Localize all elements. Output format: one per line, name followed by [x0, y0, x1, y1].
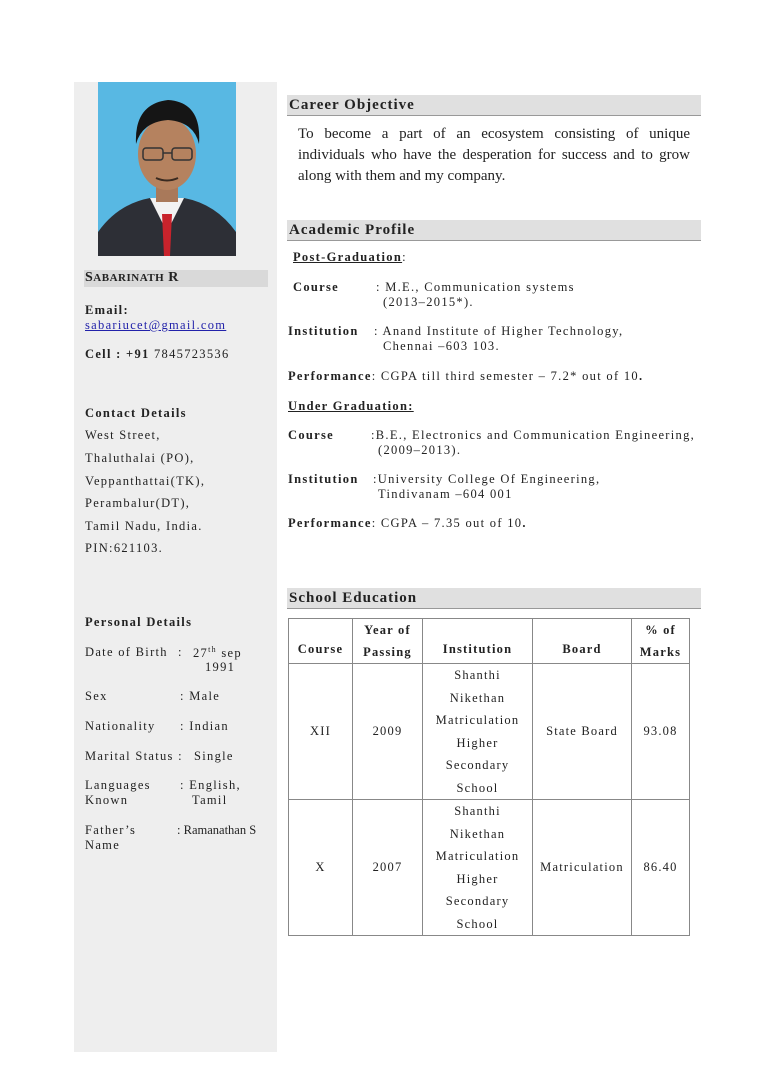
header-board: Board — [533, 619, 632, 664]
languages-value: : English, — [180, 778, 241, 792]
address-line: Veppanthattai(TK), — [85, 474, 206, 488]
nationality-value: : Indian — [180, 719, 229, 733]
address-line: Thaluthalai (PO), — [85, 451, 195, 465]
school-education-heading: School Education — [287, 588, 701, 609]
ug-performance: Performance: CGPA – 7.35 out of 10. — [288, 516, 527, 530]
row-course: X — [289, 800, 353, 936]
ug-course-label: Course — [288, 428, 334, 442]
nationality-label: Nationality — [85, 719, 156, 733]
row-year: 2007 — [353, 800, 423, 936]
row-marks: 93.08 — [632, 664, 690, 800]
table-header-row — [289, 619, 690, 664]
dob-year: 1991 — [205, 660, 236, 674]
pg-performance: Performance: CGPA till third semester – 7.2* out of 10. — [288, 369, 644, 383]
languages-label-2: Known — [85, 793, 129, 807]
profile-photo — [98, 82, 236, 256]
pg-course-label: Course — [293, 280, 339, 294]
sex-value: : Male — [180, 689, 221, 703]
address-line: PIN:621103. — [85, 541, 164, 555]
ug-heading: Under Graduation: — [288, 399, 414, 413]
personal-heading: Personal Details — [85, 615, 193, 629]
row-institution: Shanthi Nikethan Matriculation Higher Secondary School — [423, 800, 533, 936]
ug-institution-city: Tindivanam –604 001 — [378, 487, 513, 501]
pg-course-years: (2013–2015*). — [383, 295, 474, 309]
dob-label: Date of Birth — [85, 645, 168, 659]
header-course: Course — [289, 619, 353, 664]
dob-value: 27th sep — [193, 645, 242, 661]
ug-course-years: (2009–2013). — [378, 443, 462, 457]
person-portrait-icon — [98, 82, 236, 256]
marital-value: Single — [194, 749, 234, 763]
ug-institution-value: :University College Of Engineering, — [373, 472, 601, 486]
contact-heading: Contact Details — [85, 406, 187, 420]
marital-label: Marital Status : — [85, 749, 183, 763]
school-table — [288, 618, 690, 936]
table-row — [289, 800, 690, 936]
ug-institution-label: Institution — [288, 472, 359, 486]
academic-profile-heading: Academic Profile — [287, 220, 701, 241]
address-line: Perambalur(DT), — [85, 496, 191, 510]
address-line: Tamil Nadu, India. — [85, 519, 203, 533]
pg-heading: Post-Graduation: — [293, 250, 407, 264]
address-line: West Street, — [85, 428, 161, 442]
dob-colon: : — [178, 645, 183, 659]
candidate-name: SABARINATH R — [85, 270, 179, 285]
row-marks: 86.40 — [632, 800, 690, 936]
row-board: Matriculation — [533, 800, 632, 936]
father-label: Father’s — [85, 823, 137, 837]
sex-label: Sex — [85, 689, 108, 703]
cell-line: Cell : +91 7845723536 — [85, 347, 230, 361]
email-link[interactable]: sabariucet@gmail.com — [85, 318, 227, 332]
header-marks: % of Marks — [632, 619, 690, 664]
father-value: : Ramanathan S — [177, 823, 257, 837]
pg-institution-label: Institution — [288, 324, 359, 338]
header-year: Year of Passing — [353, 619, 423, 664]
row-year: 2009 — [353, 664, 423, 800]
career-objective-text: To become a part of an ecosystem consisting of unique individuals who have the desperation for success and to grow along with them and my company. — [298, 126, 690, 184]
ug-course-value: :B.E., Electronics and Communication Engineering, — [371, 428, 696, 442]
email-label: Email: — [85, 303, 129, 317]
row-course: XII — [289, 664, 353, 800]
career-objective-heading: Career Objective — [287, 95, 701, 116]
pg-institution-value: : Anand Institute of Higher Technology, — [374, 324, 624, 338]
pg-course-value: : M.E., Communication systems — [376, 280, 575, 294]
father-label-2: Name — [85, 838, 121, 852]
languages-label: Languages — [85, 778, 151, 792]
pg-institution-city: Chennai –603 103. — [383, 339, 500, 353]
languages-value-2: Tamil — [192, 793, 228, 807]
table-row — [289, 664, 690, 800]
header-institution: Institution — [423, 619, 533, 664]
row-institution: Shanthi Nikethan Matriculation Higher Secondary School — [423, 664, 533, 800]
row-board: State Board — [533, 664, 632, 800]
